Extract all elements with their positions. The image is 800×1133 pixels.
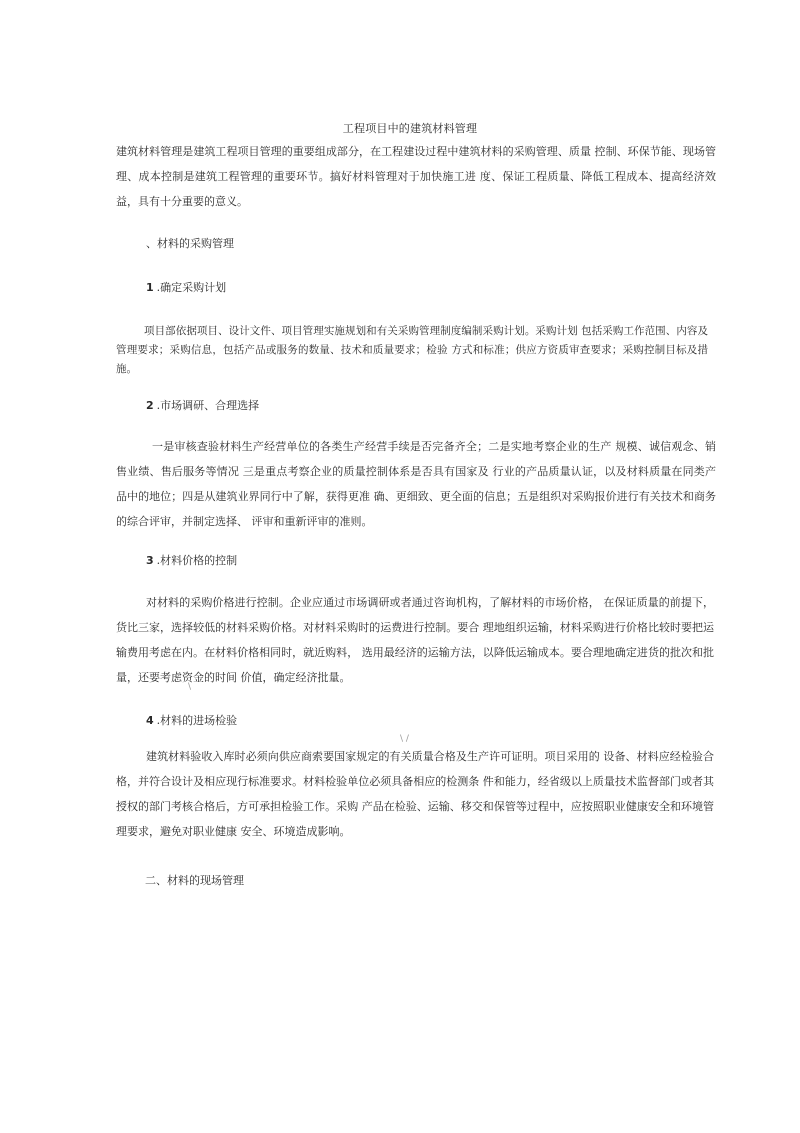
stray-mark: \ [188,682,192,692]
intro-paragraph: 建筑材料管理是建筑工程项目管理的重要组成部分，在工程建设过程中建筑材料的采购管理、质量 控制、环保节能、现场管理、成本控制是建筑工程管理的重要环节。搞好材料管理对于加快施工进 度、保证工程质量、降低工程成本、提高经济效益，具有十分重要的意义。 [116,145,716,208]
paragraph-incoming-inspection: 建筑材料验收入库时必须向供应商索要国家规定的有关质量合格及生产许可证明。项目采用的 设备、材料应经检验合格，并符合设计及相应现行标准要求。材料检验单位必须具备相应的检测条 件和能力，经省级以上质量技术监督部门或者其授权的部门考核合格后，方可承担检验工作。采购 产品在检验、运输、移交和保管等过程中，应按照职业健康安全和环境管理要求，避免对职业健康 安全、环境造成影响。 [116,750,714,838]
subheading-label: .材料价格的控制 [156,554,238,567]
paragraph-procurement-plan: 项目部依据项目、设计文件、项目管理实施规划和有关采购管理制度编制采购计划。采购计划 包括采购工作范围、内容及管理要求；采购信息，包括产品或服务的数量、技术和质量要求；检验 方式和标准；供应方资质审查要求；采购控制目标及措施。 [116,325,708,375]
subheading-label: .确定采购计划 [156,281,227,294]
document-title: 工程项目中的建筑材料管理 [342,122,478,135]
subheading-number: 1 [146,281,154,294]
subheading-incoming-inspection [146,712,237,728]
subheading-market-research [146,397,259,413]
section-heading-site-management: 二、材料的现场管理 [145,874,244,887]
subheading-label: .市场调研、合理选择 [156,399,260,412]
subheading-number: 4 [146,714,154,727]
paragraph-price-control: 对材料的采购价格进行控制。企业应通过市场调研或者通过咨询机构，了解材料的市场价格， 在保证质量的前提下，货比三家，选择较低的材料采购价格。对材料采购时的运费进行控制。要合 理地组织运输，材料采购进行价格比较时要把运输费用考虑在内。在材料价格相同时，就近购料， 选用最经济的运输方法，以降低运输成本。要合理地确定进货的批次和批量，还要考虑资金的时间 价值，确定经济批量。 [116,596,714,684]
stray-mark: \ / [400,734,409,744]
subheading-number: 2 [146,399,154,412]
subheading-number: 3 [146,554,154,567]
subheading-procurement-plan [146,279,226,295]
subheading-price-control [146,552,237,568]
paragraph-market-research: 一是审核查验材料生产经营单位的各类生产经营手续是否完备齐全；二是实地考察企业的生产 规模、诚信观念、销售业绩、售后服务等情况 三是重点考察企业的质量控制体系是否具有国家及 行业的产品质量认证，以及材料质量在同类产品中的地位；四是从建筑业界同行中了解，获得更准 确、更细致、更全面的信息；五是组织对采购报价进行有关技术和商务的综合评审，并制定选择、 评审和重新评审的准则。 [116,440,716,528]
subheading-label: .材料的进场检验 [156,714,238,727]
section-heading-procurement: 、材料的采购管理 [146,237,234,250]
